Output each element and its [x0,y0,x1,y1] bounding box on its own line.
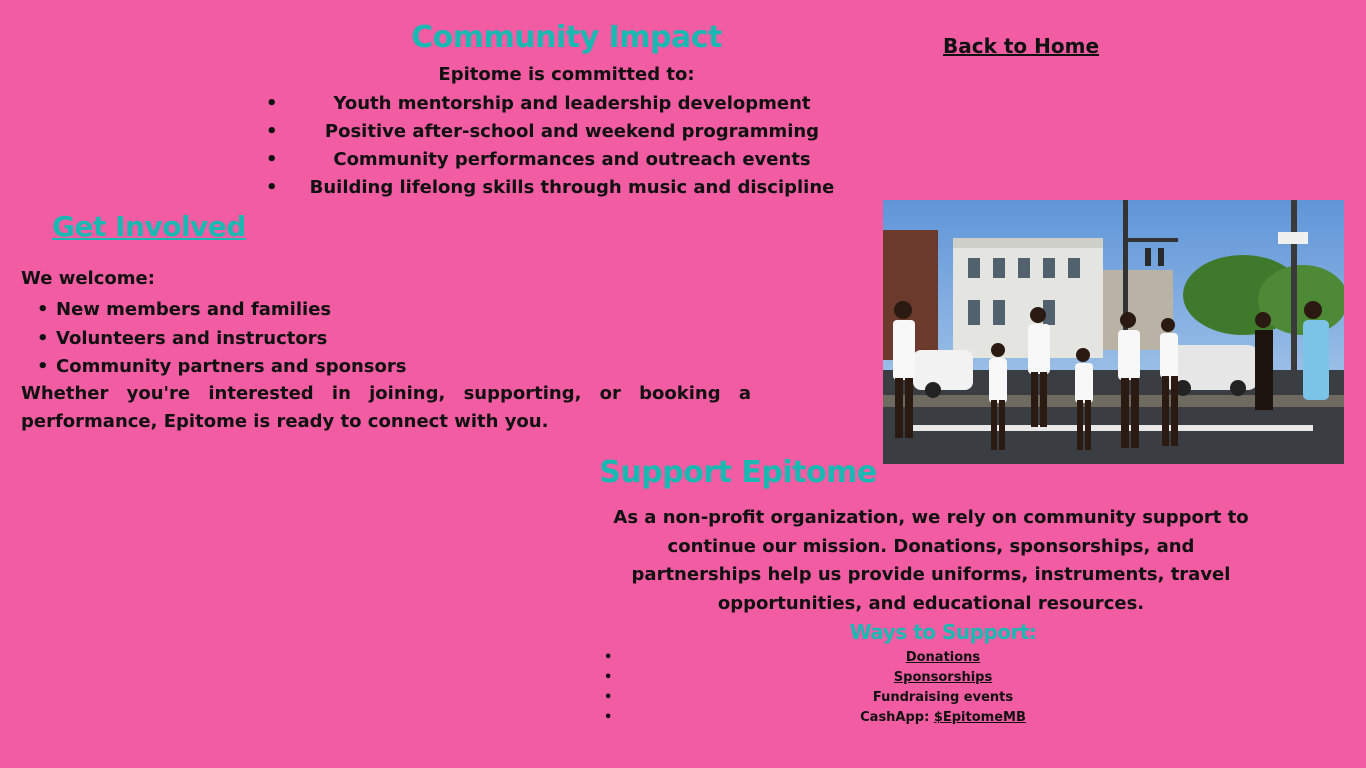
list-item: • Positive after-school and weekend programming [262,118,862,146]
list-item: • Building lifelong skills through music and discipline [262,174,862,202]
cashapp-link[interactable]: $EpitomeMB [933,710,1026,725]
cashapp-label: CashApp: [860,710,934,725]
list-item [600,648,1286,668]
list-item [600,668,1286,688]
get-involved-heading-link[interactable]: Get Involved [52,210,246,243]
list-item: • Community partners and sponsors [22,353,406,382]
back-to-home-link[interactable]: Back to Home [943,34,1100,58]
impact-intro-text: Epitome is committed to: [438,64,695,85]
sponsorships-link[interactable]: Sponsorships [893,670,993,685]
fundraising-events-text: Fundraising events [872,690,1014,705]
support-paragraph: As a non-profit organization, we rely on community support to continue our mission. Donations, sponsorships, and partnerships help us provide uniforms, instruments, travel opportunities, and educational resources. [613,507,1249,614]
donations-link[interactable]: Donations [905,650,981,665]
list-item [600,708,1286,728]
list-item [600,688,1286,708]
impact-list [262,90,862,202]
ways-to-support-heading: Ways to Support: [849,620,1037,644]
list-item: • Community performances and outreach events [262,146,862,174]
band-street-photo [883,200,1344,464]
support-epitome-heading: Support Epitome [599,455,877,490]
welcome-label: We welcome: [21,268,155,289]
list-item: • Volunteers and instructors [22,325,406,354]
ways-to-support-list [600,648,1286,728]
community-impact-heading: Community Impact [411,20,722,55]
list-item: • Youth mentorship and leadership development [262,90,862,118]
list-item: • New members and families [22,296,406,325]
welcome-list [22,296,406,382]
connect-paragraph: Whether you're interested in joining, supporting, or booking a performance, Epitome is ready to connect with you. [21,383,751,432]
